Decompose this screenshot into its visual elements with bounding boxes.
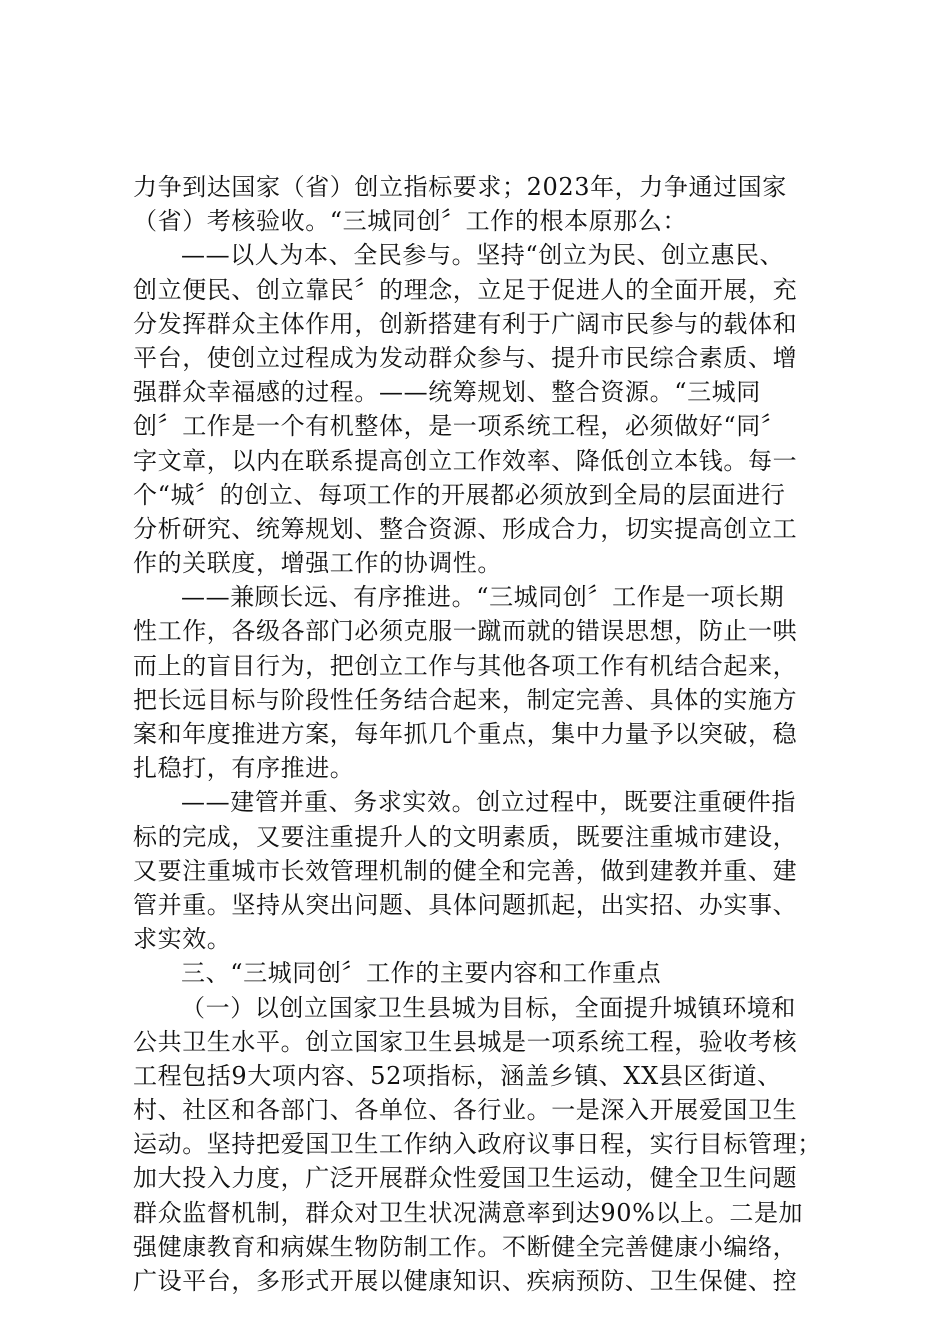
text-line: ——建管并重、务求实效。创立过程中，既要注重硬件指 <box>181 788 796 817</box>
text-line: 村、社区和各部门、各单位、各行业。一是深入开展爱国卫生 <box>133 1096 798 1125</box>
text-line: （省）考核验收。“三城同创〞工作的根本原那么： <box>133 207 688 236</box>
text-line: 把长远目标与阶段性任务结合起来，制定完善、具体的实施方 <box>133 685 798 714</box>
text-line: 运动。坚持把爱国卫生工作纳入政府议事日程，实行目标管理； <box>133 1130 822 1159</box>
text-line: 案和年度推进方案，每年抓几个重点，集中力量予以突破，稳 <box>133 720 798 748</box>
text-line: 作的关联度，增强工作的协调性。 <box>133 549 502 578</box>
text-line: 而上的盲目行为，把创立工作与其他各项工作有机结合起来， <box>133 651 798 680</box>
text-line: 创〞工作是一个有机整体，是一项系统工程，必须做好“同〞 <box>133 412 786 441</box>
text-line: ——以人为本、全民参与。坚持“创立为民、创立惠民、 <box>181 241 785 270</box>
text-line: 力争到达国家（省）创立指标要求；2023年，力争通过国家 <box>133 173 787 201</box>
text-line: 分发挥群众主体作用，创新搭建有利于广阔市民参与的载体和 <box>133 309 798 338</box>
text-line: 扎稳打，有序推进。 <box>133 754 355 783</box>
body-text <box>133 170 827 1298</box>
text-line: 管并重。坚持从突出问题、具体问题抓起，出实招、办实事、 <box>133 890 798 919</box>
text-line: ——兼顾长远、有序推进。“三城同创〞工作是一项长期 <box>181 583 785 612</box>
text-line: 平台，使创立过程成为发动群众参与、提升市民综合素质、增 <box>133 343 798 372</box>
text-line: 群众监督机制，群众对卫生状况满意率到达90%以上。二是加 <box>133 1198 804 1227</box>
text-line: 字文章，以内在联系提高创立工作效率、降低创立本钱。每一 <box>133 446 798 475</box>
text-line: 广设平台，多形式开展以健康知识、疾病预防、卫生保健、控 <box>133 1267 798 1295</box>
text-line: 强健康教育和病媒生物防制工作。不断健全完善健康小编络， <box>133 1232 798 1261</box>
text-line: 标的完成，又要注重提升人的文明素质，既要注重城市建设， <box>133 822 798 851</box>
text-line: 性工作，各级各部门必须克服一蹴而就的错误思想，防止一哄 <box>133 617 798 646</box>
text-line: 求实效。 <box>133 925 232 954</box>
text-line: 分析研究、统筹规划、整合资源、形成合力，切实提高创立工 <box>133 514 798 543</box>
text-line: 创立便民、创立靠民〞的理念，立足于促进人的全面开展，充 <box>133 275 798 304</box>
text-line: 工程包括9大项内容、52项指标，涵盖乡镇、XX县区街道、 <box>133 1061 782 1090</box>
text-line: 又要注重城市长效管理机制的健全和完善，做到建教并重、建 <box>133 856 798 885</box>
text-line: （一）以创立国家卫生县城为目标，全面提升城镇环境和 <box>181 993 796 1022</box>
section-heading: 三、“三城同创〞工作的主要内容和工作重点 <box>181 959 662 988</box>
text-line: 个“城〞的创立、每项工作的开展都必须放到全局的层面进行 <box>133 480 786 509</box>
text-line: 加大投入力度，广泛开展群众性爱国卫生运动，健全卫生问题 <box>133 1164 798 1193</box>
text-line: 公共卫生水平。创立国家卫生县城是一项系统工程，验收考核 <box>133 1027 798 1056</box>
text-line: 强群众幸福感的过程。——统筹规划、整合资源。“三城同 <box>133 378 761 407</box>
